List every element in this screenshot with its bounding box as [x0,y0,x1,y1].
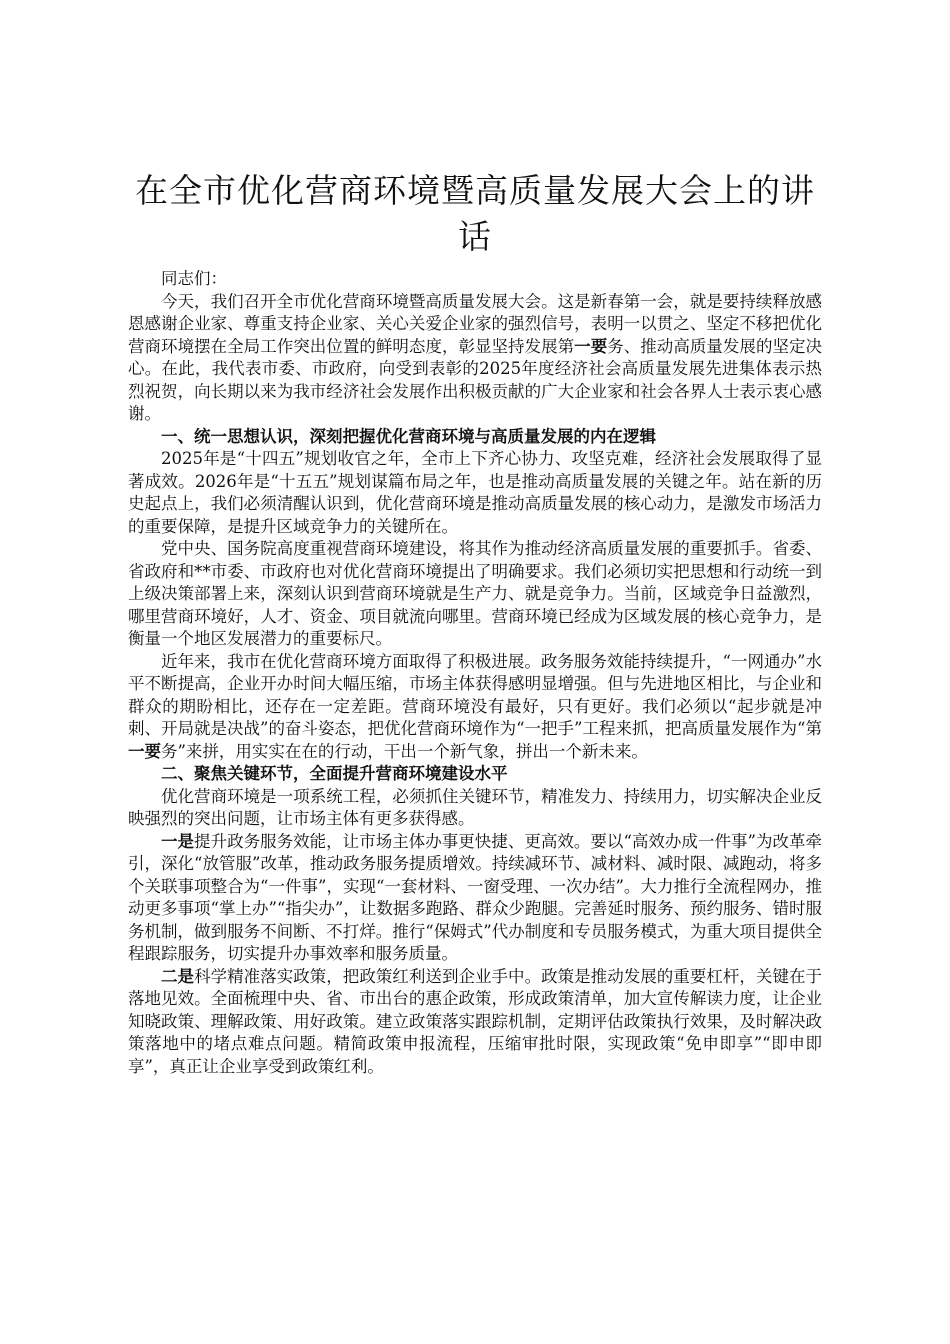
greeting: 同志们： [161,269,227,288]
document-title: 在全市优化营商环境暨高质量发展大会上的讲话 [135,171,815,256]
section-2-paragraph-2 [128,831,822,966]
point-1-text: 提升政务服务效能，让市场主体办事更快捷、更高效。要以“高效办成一件事”为改革牵引，深化“放管服”改革，推动政务服务提质增效。持续减环节、减材料、减时限、减跑动，将多个关联事项整合为“一件事”，实现“一套材料、一窗受理、一次办结”。大力推行全流程网办，推动更多事项“掌上办”“指尖办”，让数据多跑路、群众少跑腿。完善延时服务、预约服务、错时服务机制，做到服务不间断、不打烊。推行“保姆式”代办制度和专员服务模式，为重大项目提供全程跟踪服务，切实提升办事效率和服务质量。 [128,831,822,963]
section-2-paragraph-1: 优化营商环境是一项系统工程，必须抓住关键环节，精准发力、持续用力，切实解决企业反映强烈的突出问题，让市场主体有更多获得感。 [128,786,822,828]
section-1-paragraph-2: 党中央、国务院高度重视营商环境建设，将其作为推动经济高质量发展的重要抓手。省委、省政府和**市委、市政府也对优化营商环境提出了明确要求。我们必须切实把思想和行动统一到上级决策部署上来，深刻认识到营商环境就是生产力、就是竞争力。当前，区域竞争日益激烈，哪里营商环境好，人才、资金、项目就流向哪里。营商环境已经成为区域发展的核心竞争力，是衡量一个地区发展潜力的重要标尺。 [128,539,822,648]
section-1-p3-text-1: 近年来，我市在优化营商环境方面取得了积极进展。政务服务效能持续提升，“一网通办”水平不断提高，企业开办时间大幅压缩，市场主体获得感明显增强。但与先进地区相比，与企业和群众的期盼相比，还存在一定差距。营商环境没有最好，只有更好。我们必须以“起步就是冲刺、开局就是决战”的奋斗姿态，把优化营商环境作为“一把手”工程来抓，把高质量发展作为“第 [128,651,822,738]
point-2-lead: 二是 [161,966,195,986]
document-page [128,168,822,1078]
intro-paragraph [128,291,822,426]
intro-emphasis: 一要 [574,336,608,356]
section-1-p3-emphasis: 一要 [128,741,161,761]
section-1-paragraph-3 [128,651,822,764]
point-1-lead: 一是 [161,831,195,851]
section-2-heading: 二、聚焦关键环节，全面提升营商环境建设水平 [161,764,508,783]
section-1-paragraph-1: 2025年是“十四五”规划收官之年，全市上下齐心协力、攻坚克难，经济社会发展取得了显著成效。2026年是“十五五”规划谋篇布局之年，也是推动高质量发展的关键之年。站在新的历史起点上，我们必须清醒认识到，优化营商环境是推动高质量发展的核心动力，是激发市场活力的重要保障，是提升区域竞争力的关键所在。 [128,449,822,536]
section-1-heading: 一、统一思想认识，深刻把握优化营商环境与高质量发展的内在逻辑 [161,426,656,446]
section-2-paragraph-3 [128,966,822,1079]
intro-text-1: 今天，我们召开全市优化营商环境暨高质量发展大会。这是新春第一会，就是要持续释放感恩感谢企业家、尊重支持企业家、关心关爱企业家的强烈信号，表明一以贯之、坚定不移把优化营商环境摆在全局工作突出位置的鲜明态度，彰显坚持发展第 [128,291,822,356]
point-2-text: 科学精准落实政策，把政策红利送到企业手中。政策是推动发展的重要杠杆，关键在于落地见效。全面梳理中央、省、市出台的惠企政策，形成政策清单，加大宣传解读力度，让企业知晓政策、理解政策、用好政策。建立政策落实跟踪机制，定期评估政策执行效果，及时解决政策落地中的堵点难点问题。精简政策申报流程，压缩审批时限，实现政策“免申即享”“即申即享”，真正让企业享受到政策红利。 [128,966,823,1076]
section-1-p3-text-2: 务”来拼，用实实在在的行动，干出一个新气象，拼出一个新未来。 [161,741,648,761]
intro-text-2: 务、推动高质量发展的坚定决心。在此，我代表市委、市政府，向受到表彰的2025年度经济社会高质量发展先进集体表示热烈祝贺，向长期以来为我市经济社会发展作出积极贡献的广大企业家和社会各界人士表示衷心感谢。 [128,336,823,423]
